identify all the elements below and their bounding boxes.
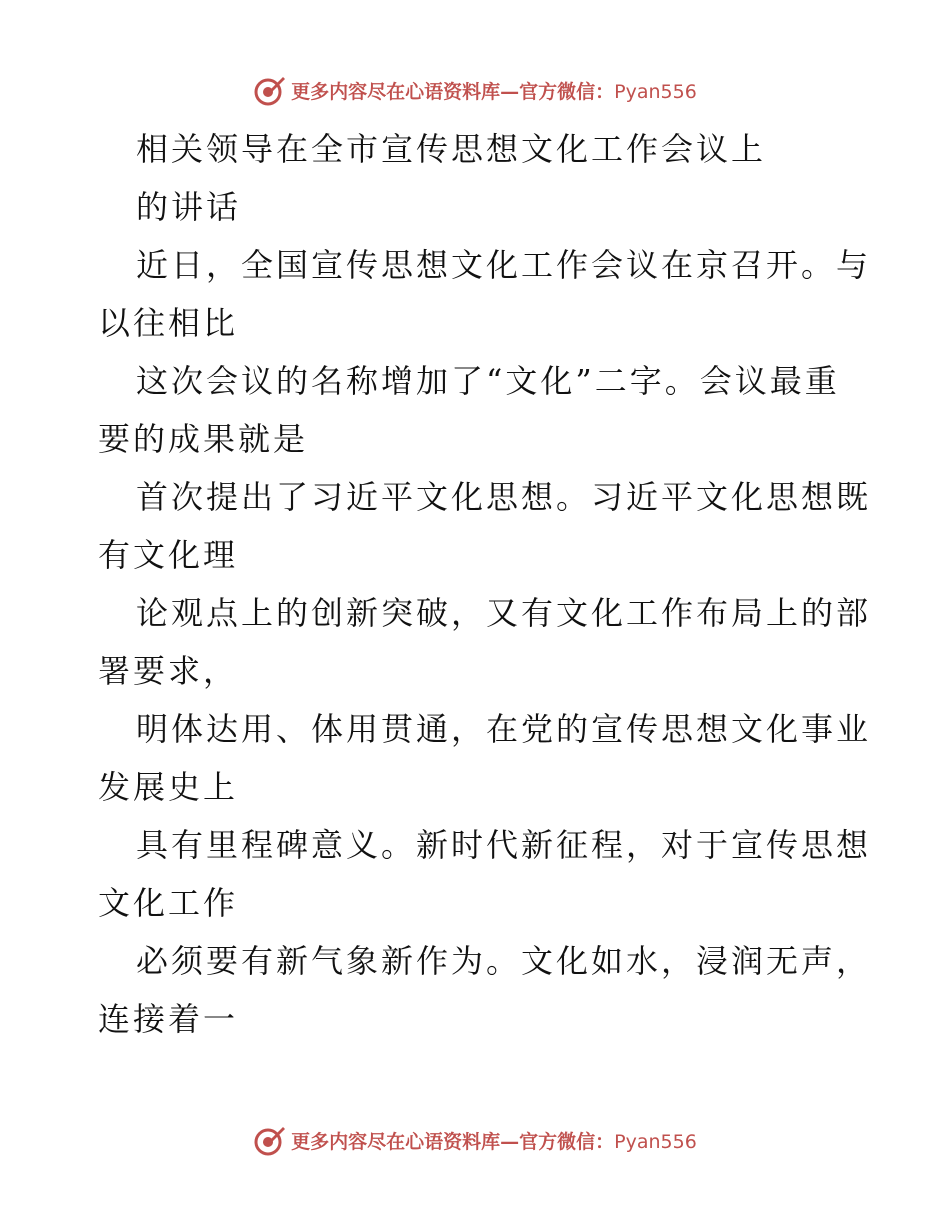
paragraph-line: 相关领导在全市宣传思想文化工作会议上	[136, 130, 767, 168]
paragraph-line: 近日，全国宣传思想文化工作会议在京召开。与	[136, 246, 872, 284]
footer-banner	[0, 1120, 950, 1160]
paragraph-line: 论观点上的创新突破，又有文化工作布局上的部	[136, 594, 872, 632]
paragraph-line: 要的成果就是	[98, 420, 309, 458]
header-banner	[0, 70, 950, 110]
paragraph-line: 的讲话	[136, 188, 242, 226]
pen-logo-icon	[253, 73, 287, 107]
paragraph-line: 署要求，	[98, 652, 239, 690]
footer-wechat-id: Pyan556	[614, 1130, 697, 1153]
paragraph-line: 必须要有新气象新作为。文化如水，浸润无声，	[136, 942, 872, 980]
document-body	[98, 120, 872, 1048]
paragraph-line: 明体达用、体用贯通，在党的宣传思想文化事业	[136, 710, 872, 748]
paragraph-line: 以往相比	[98, 304, 239, 342]
paragraph-line: 有文化理	[98, 536, 239, 574]
paragraph-line: 这次会议的名称增加了“文化”二字。会议最重	[136, 362, 840, 400]
header-banner-text: 更多内容尽在心语资料库—官方微信：Pyan556	[291, 80, 697, 103]
header-wechat-id: Pyan556	[614, 80, 697, 103]
paragraph-line: 首次提出了习近平文化思想。习近平文化思想既	[136, 478, 872, 516]
paragraph-line: 具有里程碑意义。新时代新征程，对于宣传思想	[136, 826, 872, 864]
footer-banner-text: 更多内容尽在心语资料库—官方微信：Pyan556	[291, 1130, 697, 1153]
pen-logo-icon	[253, 1123, 287, 1157]
paragraph-line: 发展史上	[98, 768, 239, 806]
paragraph-line: 连接着一	[98, 1000, 239, 1038]
paragraph-line: 文化工作	[98, 884, 239, 922]
